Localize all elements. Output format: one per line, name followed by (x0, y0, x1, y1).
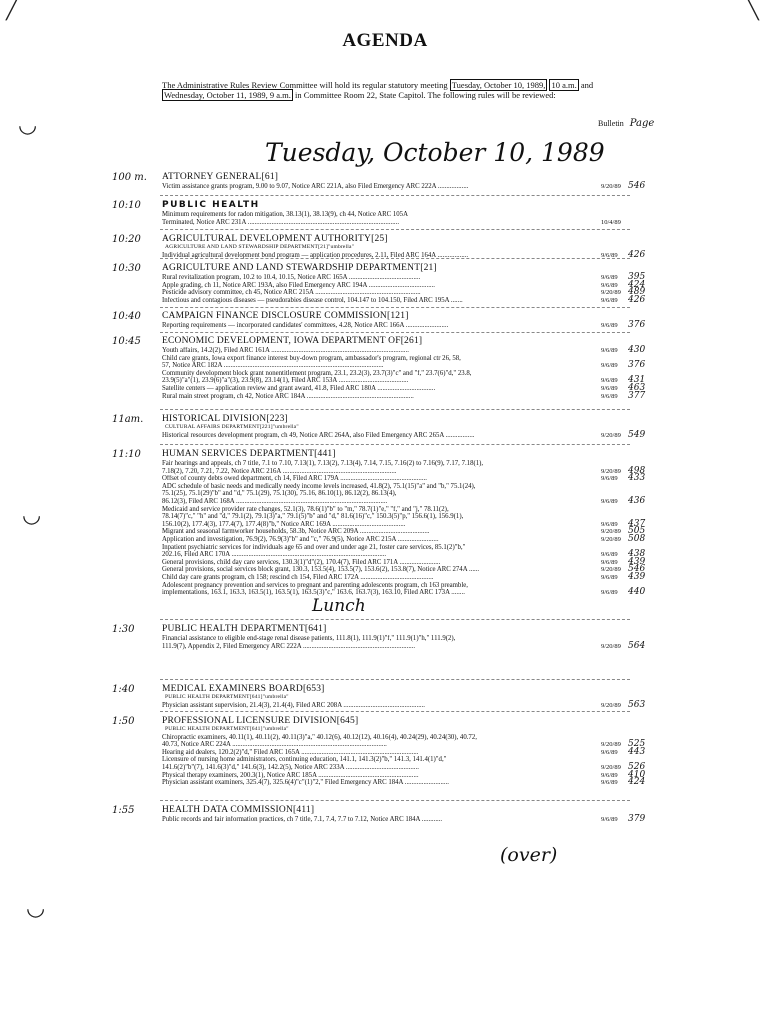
boxed-date: Wednesday, October 11, 1989, 9 a.m. (164, 90, 291, 100)
rule-item: Youth affairs, 14.2(2), Filed ARC 161A ................................................................................. (162, 347, 409, 354)
rule-item: Minimum requirements for radon mitigation, 38.13(1), 38.13(9), ch 44, Notice ARC 105A (162, 211, 408, 218)
page-title: AGENDA (342, 30, 428, 51)
bulletin-date: 9/6/89 (601, 274, 618, 281)
bulletin-date: 9/20/89 (601, 289, 621, 297)
rule-item: Application and investigation, 76.9(2), 76.9(3)"b" and "c," 76.9(5), Notice ARC 215A ........................ (162, 536, 439, 543)
bulletin-page: 564 (628, 640, 646, 651)
section-time: 1:50 (112, 716, 135, 727)
rule-item: Rural revitalization program, 10.2 to 10.4, 10.15, Notice ARC 165A .......................................... (162, 274, 421, 281)
rule-item: Reporting requirements — incorporated candidates' committees, 4.28, Notice ARC 166A ......................... (162, 322, 449, 329)
intro-text: and (580, 80, 594, 90)
rule-item: Child day care grants program, ch 158; rescind ch 154, Filed ARC 172A ........................................... (162, 574, 434, 581)
handwritten-date: Tuesday, October 10, 1989 (265, 138, 605, 167)
bulletin-page: 505 (628, 526, 646, 537)
rule-item: implementations, 163.1, 163.3, 163.5(1), 163.5(1), 163.5(3)"c," 163.6, 163.7(3), 163.10, Filed ARC 173A ........ (162, 589, 465, 597)
bulletin-page: 431 (628, 375, 646, 386)
bulletin-page: 438 (628, 549, 646, 560)
bulletin-date: 9/6/89 (601, 498, 618, 505)
bulletin-date: 9/6/89 (601, 475, 618, 483)
section-time: 1:30 (112, 624, 135, 635)
bulletin-date: 9/20/89 (601, 528, 621, 536)
corner-mark-left: ╱ (6, 0, 17, 20)
section-divider (160, 229, 630, 230)
rule-item: Rural main street program, ch 42, Notice ARC 184A ............................................................... (162, 392, 414, 400)
section-title: PUBLIC HEALTH (162, 200, 260, 210)
bulletin-date: 9/20/89 (601, 566, 621, 574)
bulletin-page: 508 (628, 534, 646, 544)
bulletin-page-header (598, 118, 654, 129)
section-divider (160, 444, 630, 445)
bulletin-page: 439 (628, 556, 646, 567)
rule-item: Physician assistant examiners, 325.4(7), 325.6(4)"c"(1)"2," Filed Emergency ARC 184A .......................... (162, 779, 449, 787)
rule-item: General provisions, child day care services, 130.3(1)"d"(2), 170.4(7), Filed ARC 171A ........................ (162, 558, 441, 566)
bulletin-page: 549 (628, 429, 646, 440)
section-title: ECONOMIC DEVELOPMENT, IOWA DEPARTMENT OF[261] (162, 336, 423, 346)
rule-item: Offset of county debts owed department, ch 14, Filed ARC 179A ................................................... (162, 475, 427, 483)
rule-item: Medicaid and service provider rate changes, 52.1(3), 78.6(1)"b" to "m," 78.7(1)"e," "f," and "j," 78.11(2), (162, 505, 449, 513)
rule-item: Chiropractic examiners, 40.11(1), 40.11(2), 40.11(3)"a," 40.12(6), 40.12(12), 40.16(4), 40.24(29), 40.24(30), 40.72, (162, 733, 477, 741)
boxed-date: Tuesday, October 10, 1989, (451, 80, 546, 90)
bulletin-date: 9/6/89 (601, 322, 618, 329)
bulletin-page: 440 (628, 587, 646, 598)
rule-item: Community development block grant nonentitlement program, 23.1, 23.2(3), 23.7(3)"c" and "f," 23.7(6)"d," 23.8, (162, 369, 472, 377)
rule-item: Infectious and contagious diseases — pseudorabies disease control, 104.147 to 104.150, Filed ARC 195A ....... (162, 296, 463, 304)
rule-item: ADC schedule of basic needs and medically needy income levels increased, 41.8(2), 75.1(15)"a" and "b," 75.1(24), (162, 482, 476, 490)
bulletin-page: 433 (628, 473, 646, 484)
rule-item: 202.16, Filed ARC 170A ........................................................................................... (162, 551, 387, 559)
section-divider (160, 800, 630, 801)
rule-item: Physical therapy examiners, 200.3(1), Notice ARC 185A ........................................................... (162, 771, 419, 779)
rule-item: Migrant and seasonal farmworker households, 58.3b, Notice ARC 209A ......................................... (162, 528, 430, 536)
section-time: 11am. (112, 414, 144, 425)
bulletin-date: 9/20/89 (601, 741, 621, 749)
bulletin-date: 9/20/89 (601, 467, 621, 475)
rule-item: 57, Notice ARC 182A .............................................................................................. (162, 362, 384, 370)
bulletin-date: 9/6/89 (601, 589, 618, 597)
rule-item: Hearing aid dealers, 120.2(2)"d," Filed ARC 165A ..................................................................... (162, 748, 419, 756)
bulletin-date: 9/6/89 (601, 296, 618, 304)
bulletin-page: 426 (628, 249, 646, 260)
rule-item: Apple grading, ch 11, Notice ARC 193A, also Filed Emergency ARC 194A ....................................... (162, 281, 435, 289)
bulletin-page: 463 (628, 383, 646, 393)
bulletin-date: 9/6/89 (601, 816, 618, 823)
section-divider (160, 332, 630, 333)
bulletin-page: 410 (628, 769, 646, 780)
rule-item: 7.18(2), 7.20, 7.21, 7.22, Notice ARC 216A ................................................................... (162, 467, 397, 475)
bulletin-page: 424 (628, 279, 646, 290)
bulletin-page: 439 (628, 572, 646, 582)
umbrella-note: CULTURAL AFFAIRS DEPARTMENT[221]"umbrella" (165, 424, 299, 430)
bulletin-date: 9/20/89 (601, 183, 621, 190)
bulletin-date: 9/6/89 (601, 385, 618, 392)
bulletin-date: 9/6/89 (601, 347, 618, 354)
section-divider (160, 195, 630, 196)
corner-mark-right: ╲ (748, 0, 759, 20)
bulletin-page: 426 (628, 294, 646, 305)
section-title: PROFESSIONAL LICENSURE DIVISION[645] (162, 716, 359, 726)
bulletin-page: 525 (628, 739, 646, 750)
bulletin-date: 9/20/89 (601, 642, 621, 650)
rule-item: 86.12(3), Filed ARC 168A ......................................................................................... (162, 498, 388, 505)
section-time: 100 m. (112, 172, 147, 183)
rule-item: Fair hearings and appeals, ch 7 title, 7.1 to 7.10, 7.13(1), 7.13(2), 7.13(4), 7.14, 7.15, 7.16(2) to 7.16(9), 7.17, 7.18(1), (162, 460, 484, 467)
bulletin-page: 430 (628, 345, 646, 355)
hole-punch-mark: ◡ (18, 112, 38, 137)
rule-item: Satellite centers — application review and grant award, 41.8, Filed ARC 180A .................................. (162, 385, 436, 392)
rule-item: Physician assistant supervision, 21.4(3), 21.4(4), Filed ARC 208A ................................................ (162, 701, 425, 709)
rule-item: Public records and fair information practices, ch 7 title, 7.1, 7.4, 7.7 to 7.12, Notice ARC 184A ............ (162, 816, 443, 823)
rule-item: Historical resources development program, ch 49, Notice ARC 264A, also Filed Emergency ARC 265A ................. (162, 431, 475, 439)
section-time: 10:45 (112, 336, 141, 347)
section-divider (160, 409, 630, 410)
bulletin-date: 9/20/89 (601, 431, 621, 439)
bulletin-page: 489 (628, 287, 646, 298)
boxed-time: 10 a.m. (551, 80, 577, 90)
section-time: 10:40 (112, 311, 141, 322)
section-divider (160, 307, 630, 308)
section-divider (160, 679, 630, 680)
bulletin-page: 437 (628, 518, 646, 529)
rule-item: Child care grants, Iowa export finance interest buy-down program, ambassador's program, regional ctr 26, 58, (162, 354, 461, 362)
bulletin-date: 9/6/89 (601, 362, 618, 370)
rule-item: 23.9(5)"a"(1), 23.9(6)"a"(3), 23.9(8), 23.14(1), Filed ARC 153A ......................................... (162, 377, 409, 385)
rule-item: Adolescent pregnancy prevention and services to pregnant and parenting adolescents program, ch 163 preamble, (162, 581, 468, 589)
section-title: HISTORICAL DIVISION[223] (162, 414, 288, 424)
rule-item: Individual agricultural development bond program — application procedures, 2.11, Filed ARC 164A .................. (162, 251, 469, 259)
bulletin-page: 526 (628, 761, 646, 772)
bulletin-date: 10/4/89 (601, 218, 621, 226)
bulletin-label: Bulletin (598, 119, 624, 128)
section-time: 11:10 (112, 449, 141, 460)
section-time: 10:30 (112, 263, 141, 274)
handwritten-lunch: Lunch (312, 596, 366, 616)
rule-item: Licensure of nursing home administrators, continuing education, 141.1, 141.3(2)"b," 141.3, 141.4(1)"d," (162, 756, 447, 764)
bulletin-page: 546 (628, 181, 646, 191)
bulletin-page: 377 (628, 390, 646, 401)
section-divider (160, 619, 630, 620)
rule-item: General provisions, social services block grant, 130.3, 153.5(4), 153.5(7), 153.6(2), 153.8(7), Notice ARC 274A ...... (162, 566, 480, 574)
section-title: HEALTH DATA COMMISSION[411] (162, 805, 315, 815)
rule-item: 111.9(7), Appendix 2, Filed Emergency ARC 222A .................................................................. (162, 642, 416, 650)
bulletin-page: 436 (628, 496, 646, 506)
rule-item: Victim assistance grants program, 9.00 to 9.07, Notice ARC 221A, also Filed Emergency ARC 222A .................. (162, 183, 469, 190)
hole-punch-mark: ◡ (26, 895, 46, 920)
bulletin-page: 546 (628, 564, 646, 575)
hole-punch-mark: ◡ (22, 502, 42, 527)
section-title: MEDICAL EXAMINERS BOARD[653] (162, 684, 325, 694)
bulletin-date: 9/6/89 (601, 748, 618, 756)
bulletin-date: 9/6/89 (601, 520, 618, 528)
bulletin-date: 9/6/89 (601, 251, 618, 259)
bulletin-date: 9/20/89 (601, 763, 621, 771)
bulletin-date: 9/6/89 (601, 574, 618, 581)
bulletin-date: 9/20/89 (601, 536, 621, 543)
section-title: AGRICULTURAL DEVELOPMENT AUTHORITY[25] (162, 234, 388, 244)
rule-item: Inpatient psychiatric services for individuals age 65 and over and under age 21, foster care services, 85.1(2)"b," (162, 543, 466, 551)
intro-text: in Committee Room 22, State Capitol. The following rules will be reviewed: (295, 90, 556, 100)
intro-text: The Administrative Rules Review Committee will hold its regular statutory meeting (162, 80, 448, 90)
umbrella-note: AGRICULTURE AND LAND STEWARDSHIP DEPARTMENT[21]"umbrella" (165, 244, 355, 250)
bulletin-date: 9/6/89 (601, 779, 618, 787)
bulletin-page: 498 (628, 465, 646, 476)
bulletin-date: 9/6/89 (601, 281, 618, 289)
bulletin-date: 9/6/89 (601, 771, 618, 779)
section-time: 1:40 (112, 684, 135, 695)
bulletin-page: 379 (628, 814, 646, 824)
bulletin-page: 376 (628, 320, 646, 330)
section-time: 10:20 (112, 234, 141, 245)
rule-item: 156.10(2), 177.4(3), 177.4(7), 177.4(8)"b," Notice ARC 169A ........................................... (162, 520, 406, 528)
bulletin-date: 9/6/89 (601, 551, 618, 559)
rule-item: 75.1(25), 75.1(29)"b" and "d," 75.1(29), 75.1(30), 75.16, 86.10(1), 86.12(2), 86.13(4), (162, 490, 397, 498)
rule-item: Pesticide advisory committee, ch 45, Notice ARC 215A .............................................................. (162, 289, 421, 297)
bulletin-page: 443 (628, 746, 646, 757)
rule-item: Terminated, Notice ARC 231A ......................................................................................... (162, 218, 400, 226)
section-time: 1:55 (112, 805, 135, 816)
page-label: Page (629, 118, 655, 129)
bulletin-page: 424 (628, 777, 646, 788)
rule-item: 141.6(2)"b"(7), 141.6(3)"d," 141.6(3), 142.2(5), Notice ARC 233A ........................................... (162, 763, 419, 771)
rule-item: 40.73, Notice ARC 224A ........................................................................................... (162, 741, 387, 749)
bulletin-page: 563 (628, 699, 646, 710)
section-title: CAMPAIGN FINANCE DISCLOSURE COMMISSION[121] (162, 311, 409, 321)
bulletin-date: 9/6/89 (601, 377, 618, 385)
bulletin-date: 9/6/89 (601, 392, 618, 400)
section-title: PUBLIC HEALTH DEPARTMENT[641] (162, 624, 327, 634)
bulletin-date: 9/6/89 (601, 558, 618, 566)
umbrella-note: PUBLIC HEALTH DEPARTMENT[641]"umbrella" (165, 694, 289, 700)
umbrella-note: PUBLIC HEALTH DEPARTMENT[641]"umbrella" (165, 726, 289, 732)
section-title: ATTORNEY GENERAL[61] (162, 172, 279, 182)
section-title: AGRICULTURE AND LAND STEWARDSHIP DEPARTMENT[21] (162, 263, 437, 273)
bulletin-page: 395 (628, 272, 646, 282)
bulletin-date: 9/20/89 (601, 701, 621, 709)
rule-item: 78.14(7)"c," "h" and "d," 79.1(2), 79.1(3)"a," 79.1(5)"b" and "d," 81.6(16)"c," 150.3(5)"p," 156.6(1), 156.9(1), (162, 513, 464, 521)
section-title: HUMAN SERVICES DEPARTMENT[441] (162, 449, 336, 459)
intro-paragraph (162, 80, 632, 100)
bulletin-page: 376 (628, 360, 646, 371)
handwritten-over: (over) (500, 844, 558, 866)
rule-item: Financial assistance to eligible end-stage renal disease patients, 111.8(1), 111.9(1)"f," 111.9(1)"h," 111.9(2), (162, 635, 456, 642)
section-divider (160, 711, 630, 712)
section-time: 10:10 (112, 200, 141, 211)
